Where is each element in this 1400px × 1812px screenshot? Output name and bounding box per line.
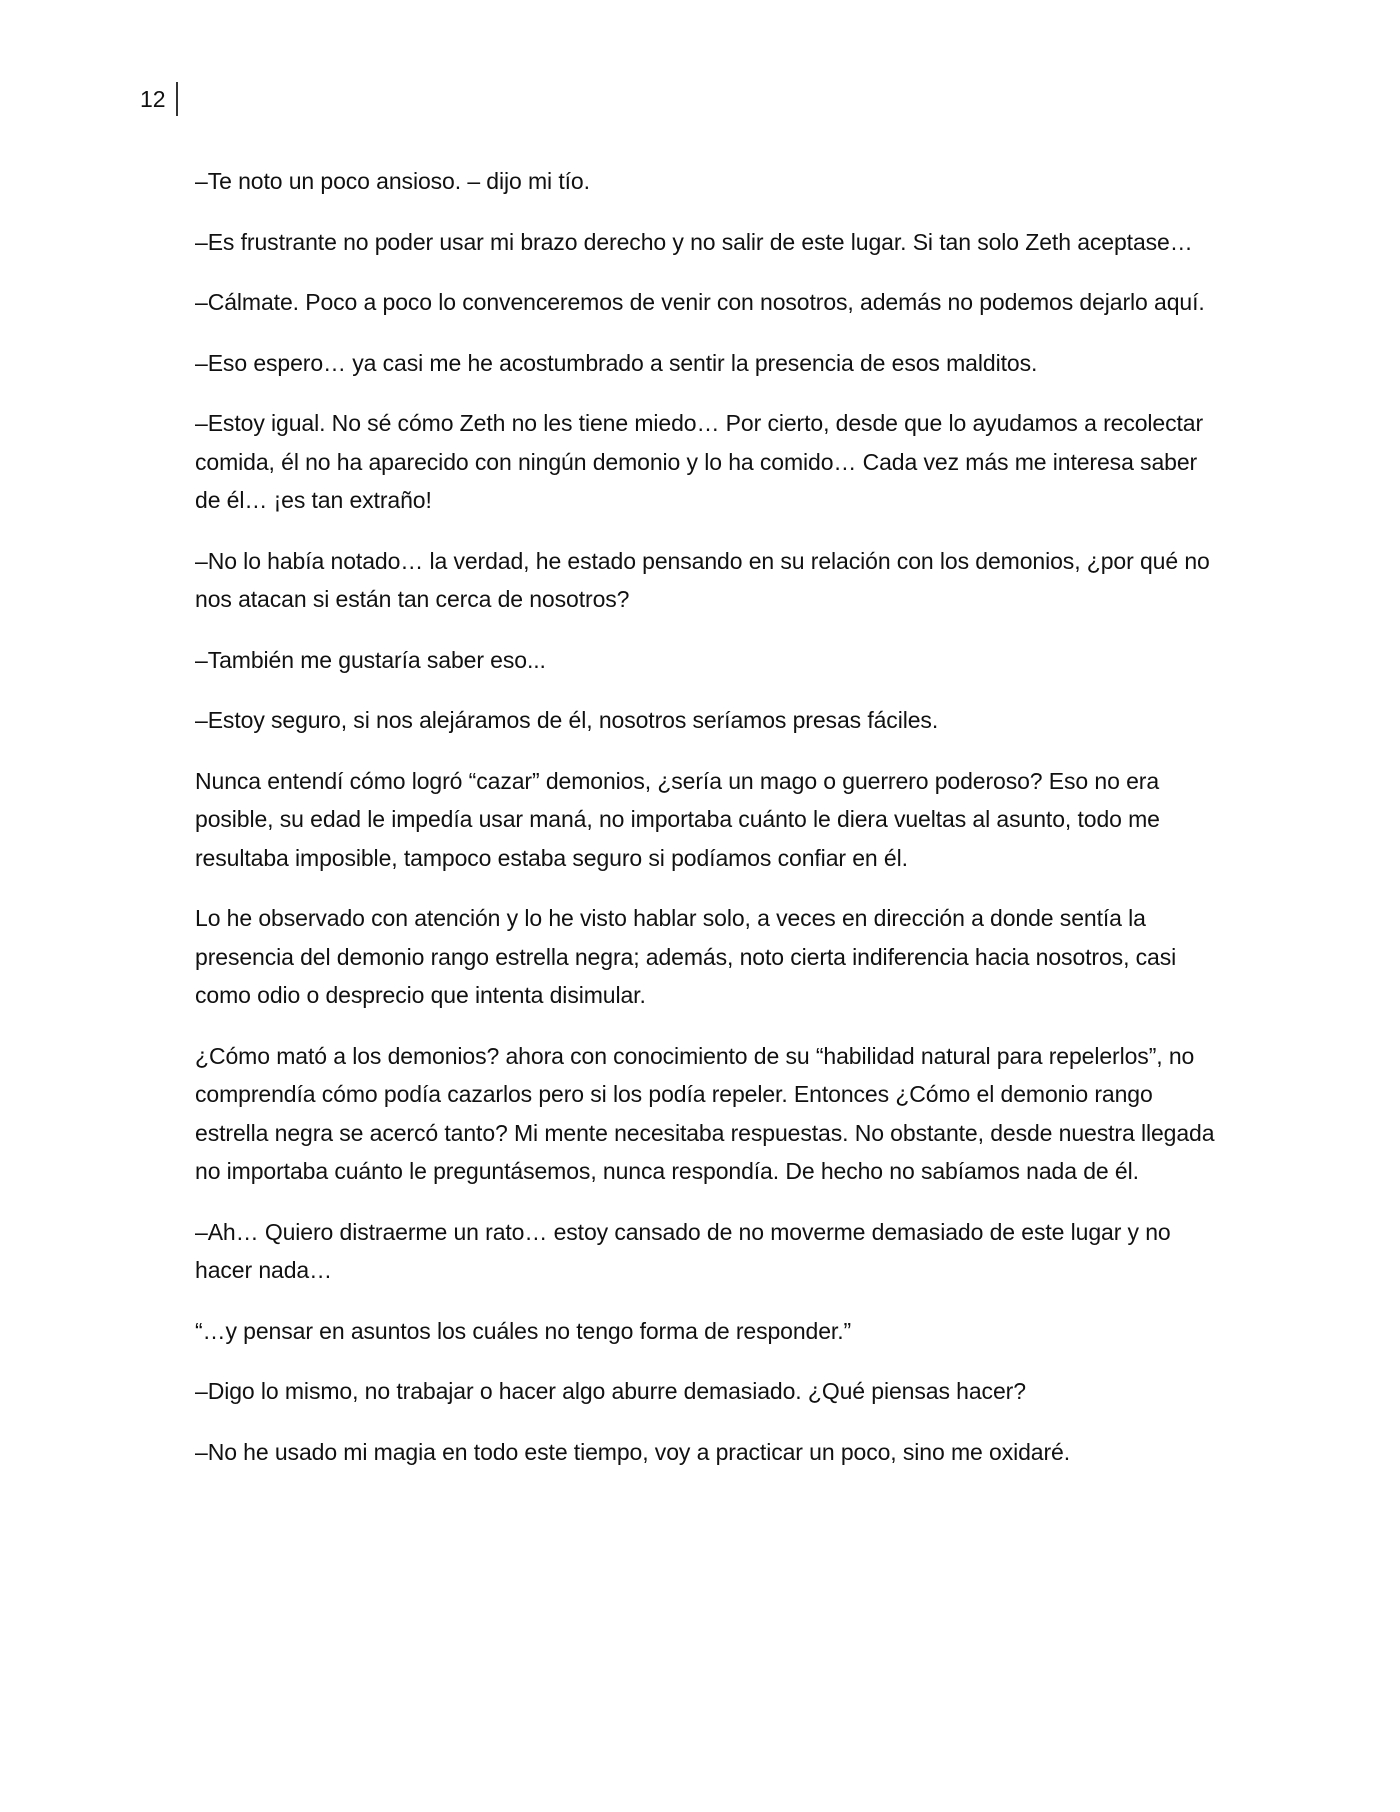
paragraph: –No lo había notado… la verdad, he estado pensando en su relación con los demonios, ¿por qué no nos atacan si están tan cerca de nosotros?	[195, 547, 1210, 612]
paragraph: “…y pensar en asuntos los cuáles no tengo forma de responder.”	[195, 1317, 852, 1344]
paragraph: –Te noto un poco ansioso. – dijo mi tío.	[195, 168, 590, 194]
page-body	[195, 162, 1215, 1493]
paragraph: Nunca entendí cómo logró “cazar” demonios, ¿sería un mago o guerrero poderoso? Eso no era posible, su edad le impedía usar maná, no importaba cuánto le diera vueltas al asunto, todo me resultaba imposible, tampoco estaba seguro si podíamos confiar en él.	[195, 767, 1160, 871]
paragraph: –Es frustrante no poder usar mi brazo derecho y no salir de este lugar. Si tan solo Zeth aceptase…	[195, 228, 1193, 255]
paragraph: –No he usado mi magia en todo este tiempo, voy a practicar un poco, sino me oxidaré.	[195, 1438, 1071, 1465]
paragraph: –También me gustaría saber eso...	[195, 646, 546, 673]
paragraph: –Estoy igual. No sé cómo Zeth no les tiene miedo… Por cierto, desde que lo ayudamos a recolectar comida, él no ha aparecido con ningún demonio y lo ha comido… Cada vez más me interesa saber de él… ¡es tan extraño!	[195, 410, 1204, 513]
page-number: 12	[140, 86, 166, 112]
paragraph: ¿Cómo mató a los demonios? ahora con conocimiento de su “habilidad natural para repelerlos”, no comprendía cómo podía cazarlos pero si los podía repeler. Entonces ¿Cómo el demonio rango estrella negra se acercó tanto? Mi mente necesitaba respuestas. No obstante, desde nuestra llegada no importaba cuánto le preguntásemos, nunca respondía. De hecho no sabíamos nada de él.	[195, 1042, 1215, 1184]
paragraph: Lo he observado con atención y lo he visto hablar solo, a veces en dirección a donde sentía la presencia del demonio rango estrella negra; además, noto cierta indiferencia hacia nosotros, casi como odio o desprecio que intenta disimular.	[195, 905, 1177, 1008]
paragraph: –Eso espero… ya casi me he acostumbrado a sentir la presencia de esos malditos.	[195, 349, 1038, 376]
page-header	[140, 82, 178, 116]
paragraph: –Estoy seguro, si nos alejáramos de él, nosotros seríamos presas fáciles.	[195, 707, 939, 733]
paragraph: –Ah… Quiero distraerme un rato… estoy cansado de no moverme demasiado de este lugar y no hacer nada…	[195, 1218, 1171, 1283]
paragraph: –Cálmate. Poco a poco lo convenceremos de venir con nosotros, además no podemos dejarlo aquí.	[195, 289, 1205, 315]
header-divider	[176, 82, 178, 116]
paragraph: –Digo lo mismo, no trabajar o hacer algo aburre demasiado. ¿Qué piensas hacer?	[195, 1378, 1026, 1404]
